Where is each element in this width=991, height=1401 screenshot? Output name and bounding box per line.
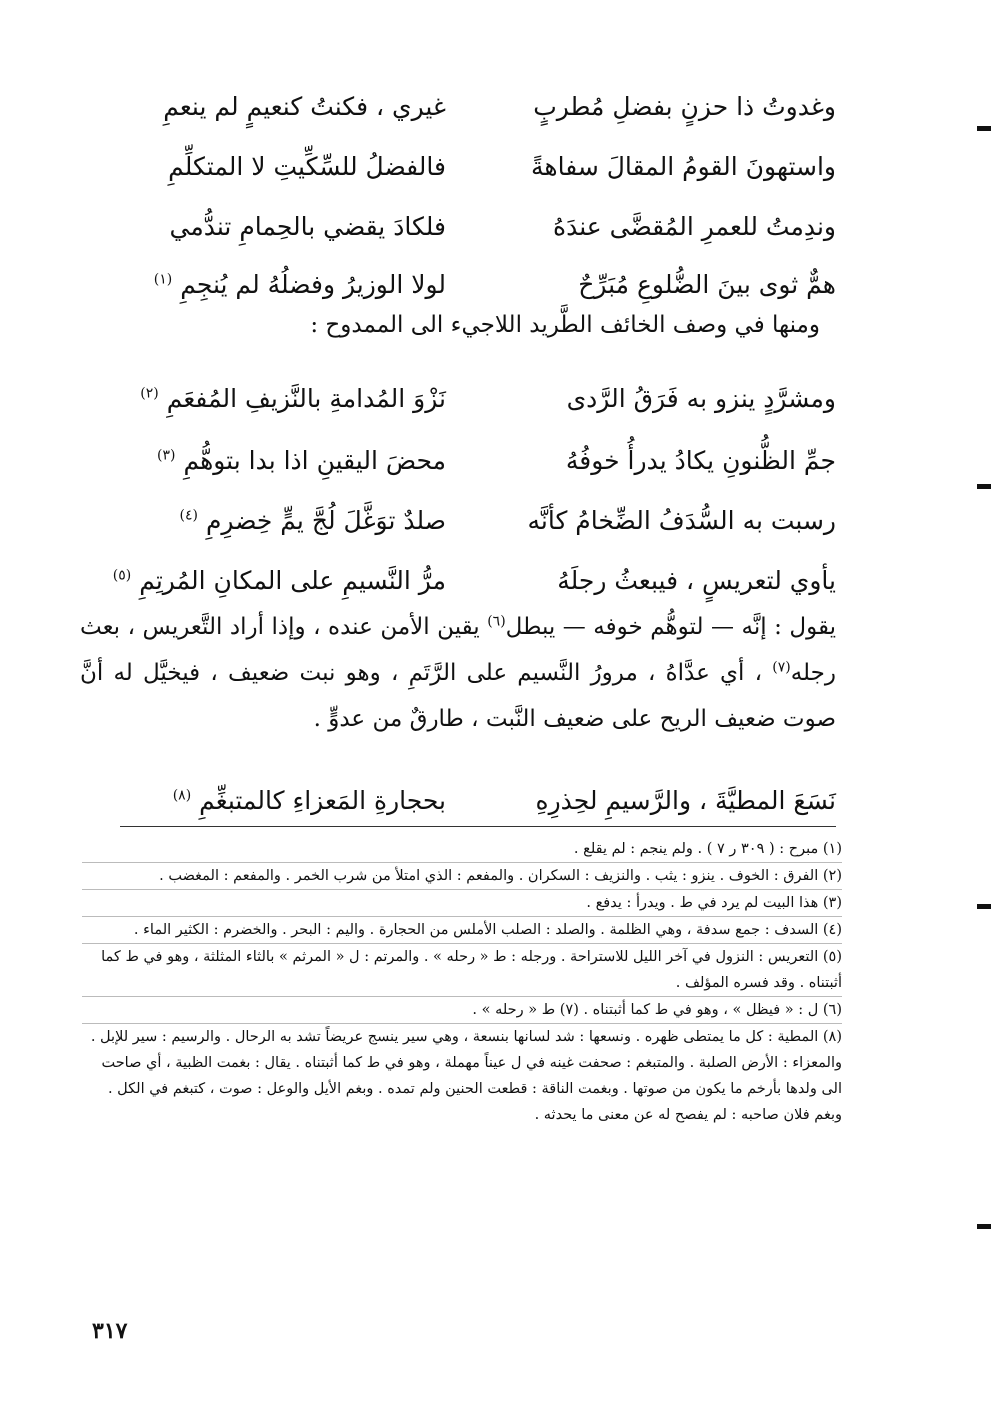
scan-edge-mark [977,126,991,131]
footnote-marker: (٢) [140,385,159,402]
hemistich-text: مرُّ النَّسيمِ على المكانِ المُرتِمِ [139,565,446,595]
hemistich-text: فلكادَ يقضي بالحِمامِ تندُّمي [169,211,446,241]
verse-hemistich-second [96,91,446,122]
verse-line [96,362,836,414]
verse-hemistich-first: وغدوتُ ذا حزنٍ بفضلِ مُطربٍ [533,91,836,121]
verse-hemistich-first: نَسَعَ المطيَّةَ ، والرَّسيمِ لحِذرِهِ [535,785,836,815]
verse-line [96,248,836,300]
hemistich-text: فالفضلُ للسِّكِّيتِ لا المتكلِّمِ [168,151,446,181]
verse-hemistich-second [96,269,446,300]
verse-hemistich-second [96,565,446,596]
verse-hemistich-first: همٌّ ثوى بينَ الضُّلوعِ مُبَرِّحٌ [578,269,836,299]
verse-line [96,764,836,816]
verse-hemistich-first: وندِمتُ للعمرِ المُقضَّى عندَهُ [553,211,836,241]
hemistich-text: صلدٌ توَغَّلَ لُجَّ يمٍّ خِضرِمِ [205,505,446,535]
verse-line [96,544,836,596]
verse-line [96,424,836,476]
footnote: (٤) السدف : جمع سدفة ، وهي الظلمة . والصلد : الصلب الأملس من الحجارة . واليم : البحر . والخضرم : الكثير الماء . [82,917,842,944]
verse-line [96,484,836,536]
hemistich-text: لولا الوزيرُ وفضلُهُ لم يُنجِمِ [180,269,446,299]
page-number: ٣١٧ [92,1318,128,1344]
hemistich-text: محضَ اليقينِ اذا بدا بتوهُّمِ [183,445,446,475]
hemistich-text: غيري ، فكنتُ كنعيمٍ لم ينعمِ [163,91,446,121]
verse-hemistich-second [96,383,446,414]
footnote: (٥) التعريس : النزول في آخر الليل للاستراحة . ورجله : ط « رحله » . والمرتم : ل « المرثم » بالثاء المثلثة ، وهو في ط كما أثبتناه . وقد فسره المؤلف . [82,944,842,997]
verse-hemistich-second [96,211,446,242]
footnote-marker: (٤) [179,507,198,524]
footnotes [82,836,842,1128]
verse-hemistich-second [96,505,446,536]
footnote: (٦) ل : « فيظل » ، وهو في ط كما أثبتناه . (٧) ط « رحله » . [82,997,842,1024]
verse-hemistich-second [96,151,446,182]
verse-hemistich-first: واستهونَ القومُ المقالَ سفاهةً [531,151,836,181]
verse-line [96,190,836,242]
footnote-marker: (٦) [487,613,506,630]
verse-hemistich-first: رسبت به السُّدَفُ الضِّخامُ كأنَّه [527,505,836,535]
footnote-marker: (٨) [172,787,192,804]
verse-hemistich-first: يأوي لتعريسٍ ، فيبعثُ رجلَهُ [557,565,836,595]
verse-hemistich-second [96,445,446,476]
verse-line [96,70,836,122]
verse-line [96,130,836,182]
footnote: (١) مبرح : ( ٣٠٩ ر ٧ ) . ولم ينجم : لم يقلع . [82,836,842,863]
footnote: (٣) هذا البيت لم يرد في ط . ويدرأ : يدفع . [82,890,842,917]
footnote-divider [120,826,836,827]
footnote-marker: (١) [153,271,173,288]
footnote-marker: (٧) [772,659,791,676]
commentary-text: ، أي عدَّاهُ ، مرورُ النَّسيم على الرَّتَمِ ، وهو نبت ضعيف ، فيخيَّل له أنَّ صوت ضعيف الريح على ضعيف النَّبت ، طارقٌ من عدوٍّ . [80,660,836,732]
footnote-marker: (٥) [112,567,132,584]
commentary-text: يقين الأمن عنده ، وإذا أراد التَّعريس ، بعث رجله [80,614,836,686]
commentary-text: يقول : إنَّه — لتوهُّم خوفه — يبطل [505,614,836,640]
hemistich-text: بحجارةِ المَعزاءِ كالمتبغِّمِ [199,785,446,815]
verse-hemistich-first: ومشرَّدٍ ينزو به فَرَقُ الرَّدى [566,383,836,413]
scan-edge-mark [977,904,991,909]
verse-hemistich-first: جمِّ الظُّنونِ يكادُ يدرأُ خوفُهُ [565,445,836,475]
footnote: (٢) الفرق : الخوف . ينزو : يثب . والنزيف : السكران . والمفعم : الذي امتلأ من شرب الخمر . والمفعم : المغضب . [82,863,842,890]
scan-edge-mark [977,484,991,489]
scan-edge-mark [977,1224,991,1229]
section-intro: ومنها في وصف الخائف الطَّريد اللاجيء الى الممدوح : [310,312,820,338]
hemistich-text: نَزْوَ المُدامةِ بالنَّزيفِ المُفعَمِ [166,383,446,413]
commentary-paragraph [80,604,836,742]
verse-hemistich-second [96,785,446,816]
footnote: (٨) المطية : كل ما يمتطى ظهره . ونسعها : شد لسانها بنسعة ، وهي سير ينسج عريضاً تشد به الرحال . والرسيم : سير للإبل . والمعزاء : الأرض الصلبة . والمتبغم : صحفت غينه في ل عيناً مهملة ، وهو في ط كما أثبتناه . يقال : بغمت الظبية ، أي صاحت الى ولدها بأرخم ما يكون من صوتها . وبغمت الناقة : قطعت الحنين ولم تمده . وبغم الأيل والوعل : صوت ، كتبغم في الكل . وبغم فلان صاحبه : لم يفصح له عن معنى ما يحدثه . [90,1029,842,1123]
footnote-marker: (٣) [157,447,176,464]
